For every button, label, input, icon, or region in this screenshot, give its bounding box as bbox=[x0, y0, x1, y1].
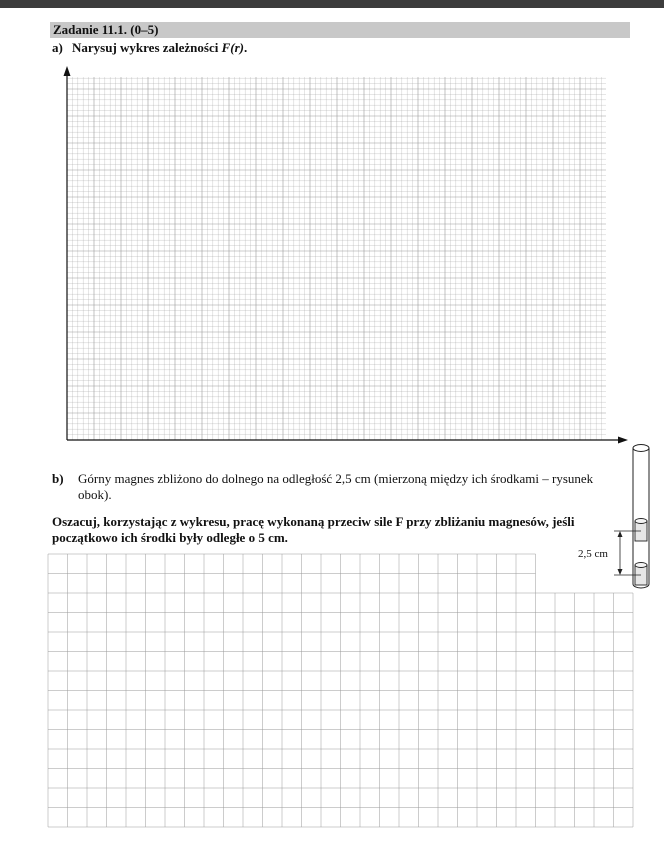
part-b-question: Oszacuj, korzystając z wykresu, pracę wykonaną przeciw sile F przy zbliżaniu magnesów, jeśli początkowo ich środki były odległe o 5 cm. bbox=[52, 514, 575, 545]
part-a-formula: F(r) bbox=[221, 40, 244, 55]
part-a-text-suffix: . bbox=[244, 40, 248, 55]
part-a-label: a) bbox=[52, 40, 63, 55]
task-header: Zadanie 11.1. (0–5) bbox=[50, 22, 630, 38]
graph-grid[interactable] bbox=[67, 77, 606, 440]
dimension-arrow-up bbox=[618, 531, 623, 537]
distance-label: 2,5 cm bbox=[578, 548, 608, 560]
part-b-description: Górny magnes zbliżono do dolnego na odległość 2,5 cm (mierzoną między ich środkami – rysunek obok). bbox=[78, 471, 594, 502]
magnet-tube-figure bbox=[614, 445, 649, 589]
part-b-label: b) bbox=[52, 471, 64, 486]
part-a-text: Narysuj wykres zależności bbox=[72, 40, 222, 55]
upper-magnet bbox=[635, 519, 647, 542]
y-axis-arrow bbox=[64, 66, 71, 76]
x-axis-arrow bbox=[618, 437, 628, 444]
dimension-arrow-down bbox=[618, 569, 623, 575]
lower-magnet bbox=[635, 563, 647, 586]
answer-grid[interactable] bbox=[48, 554, 633, 827]
